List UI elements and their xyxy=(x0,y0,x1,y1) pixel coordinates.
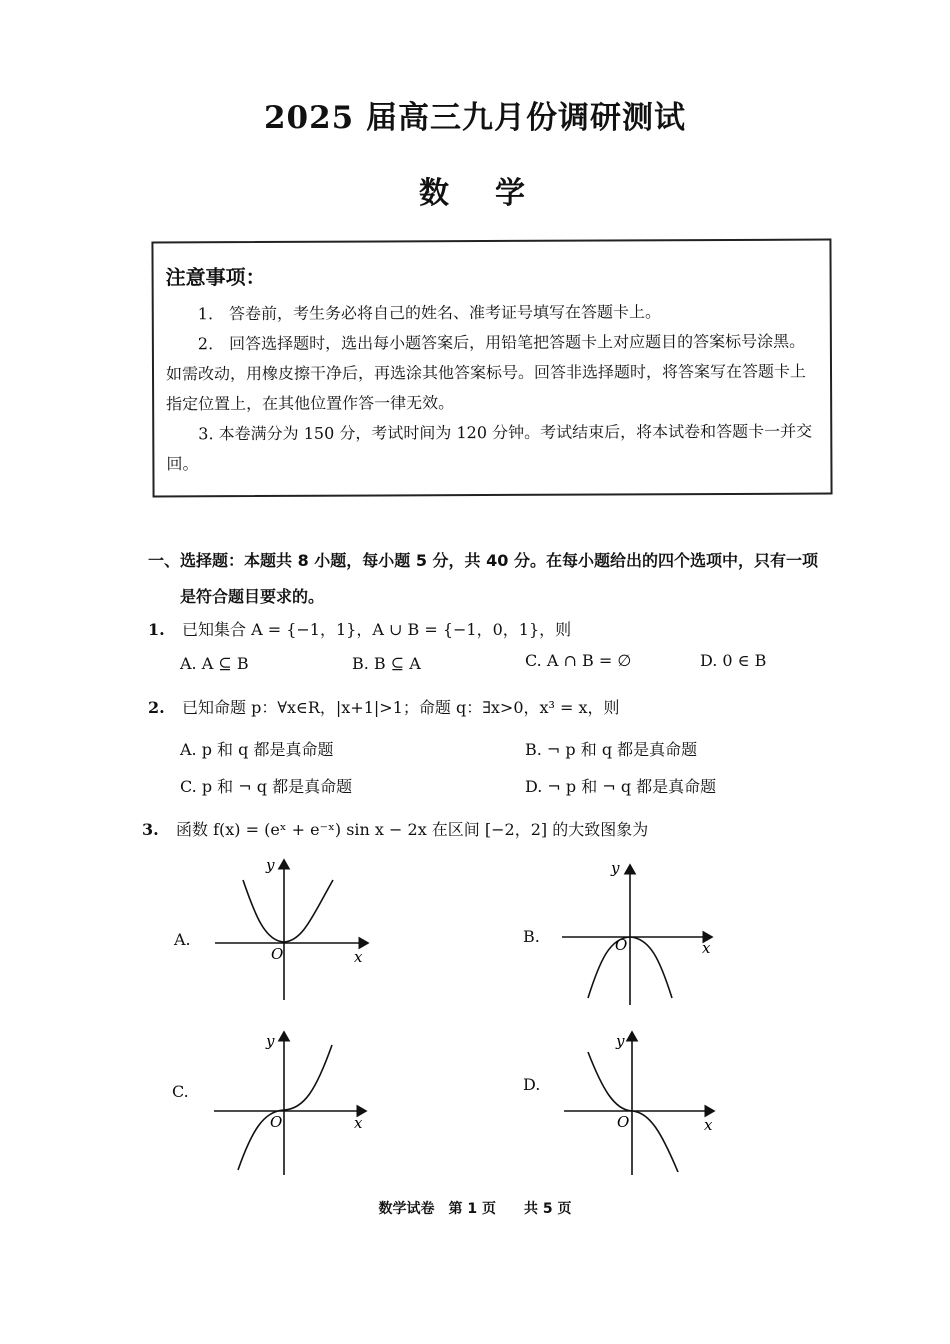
x-label: x xyxy=(704,1116,713,1134)
curve xyxy=(243,880,333,942)
x-label: x xyxy=(702,939,711,957)
question-number: 1. xyxy=(148,620,165,639)
origin-label: O xyxy=(271,945,284,963)
y-label: y xyxy=(616,1032,625,1050)
curve xyxy=(588,1052,678,1172)
subject-title: 数学 xyxy=(419,176,571,211)
graph-a xyxy=(215,856,368,1000)
notice-heading: 注意事项： xyxy=(165,264,266,290)
option-b: B. ¬ p 和 q 都是真命题 xyxy=(525,740,698,759)
option-d: D. 0 ∈ B xyxy=(700,651,767,670)
graph-label-d: D. xyxy=(523,1075,541,1094)
y-label: y xyxy=(266,856,275,874)
option-c: C. p 和 ¬ q 都是真命题 xyxy=(180,777,353,796)
origin-label: O xyxy=(615,936,628,954)
x-label: x xyxy=(354,948,363,966)
graph-b xyxy=(562,859,712,1005)
y-label: y xyxy=(611,859,620,877)
option-b: B. B ⊆ A xyxy=(352,654,421,673)
page-footer: 数学试卷 第 1 页 共 5 页 xyxy=(378,1201,572,1217)
question-number: 2. xyxy=(148,698,165,717)
section-line-2: 是符合题目要求的。 xyxy=(180,587,325,606)
notice-item: 1. 答卷前，考生务必将自己的姓名、准考证号填写在答题卡上。 xyxy=(197,302,662,324)
graph-c xyxy=(214,1032,366,1175)
graph-label-c: C. xyxy=(172,1082,189,1101)
option-a: A. p 和 q 都是真命题 xyxy=(180,740,334,759)
graph-label-b: B. xyxy=(523,927,540,946)
x-label: x xyxy=(354,1114,363,1132)
y-label: y xyxy=(266,1032,275,1050)
curve xyxy=(238,1045,332,1170)
exam-title: 2025 届高三九月份调研测试 xyxy=(263,100,687,136)
graph-label-a: A. xyxy=(174,930,191,949)
section-line-1: 一、选择题：本题共 8 小题，每小题 5 分，共 40 分。在每小题给出的四个选项中，只有一项 xyxy=(148,551,818,570)
question-stem: 已知命题 p：∀x∈R，|x+1|>1；命题 q：∃x>0，x³ = x，则 xyxy=(182,698,620,717)
origin-label: O xyxy=(270,1113,283,1131)
option-a: A. A ⊆ B xyxy=(180,654,249,673)
question-number: 3. xyxy=(142,820,159,839)
origin-label: O xyxy=(617,1113,630,1131)
question-stem: 已知集合 A = {−1，1}，A ∪ B = {−1，0，1}，则 xyxy=(182,620,572,639)
graph-d xyxy=(564,1032,714,1175)
notice-item: 2. 回答选择题时，选出每小题答案后，用铅笔把答题卡上对应题目的答案标号涂黑。如需改动，用橡皮擦干净后，再选涂其他答案标号。回答非选择题时，将答案写在答题卡上指定位置上，在其他位置作答一律无效。 xyxy=(165,331,807,414)
question-stem: 函数 f(x) = (eˣ + e⁻ˣ) sin x − 2x 在区间 [−2，2] 的大致图象为 xyxy=(176,820,649,839)
notice-item: 3. 本卷满分为 150 分，考试时间为 120 分钟。考试结束后，将本试卷和答题卡一并交回。 xyxy=(166,421,813,474)
option-d: D. ¬ p 和 ¬ q 都是真命题 xyxy=(525,777,717,796)
option-c: C. A ∩ B = ∅ xyxy=(525,651,632,670)
